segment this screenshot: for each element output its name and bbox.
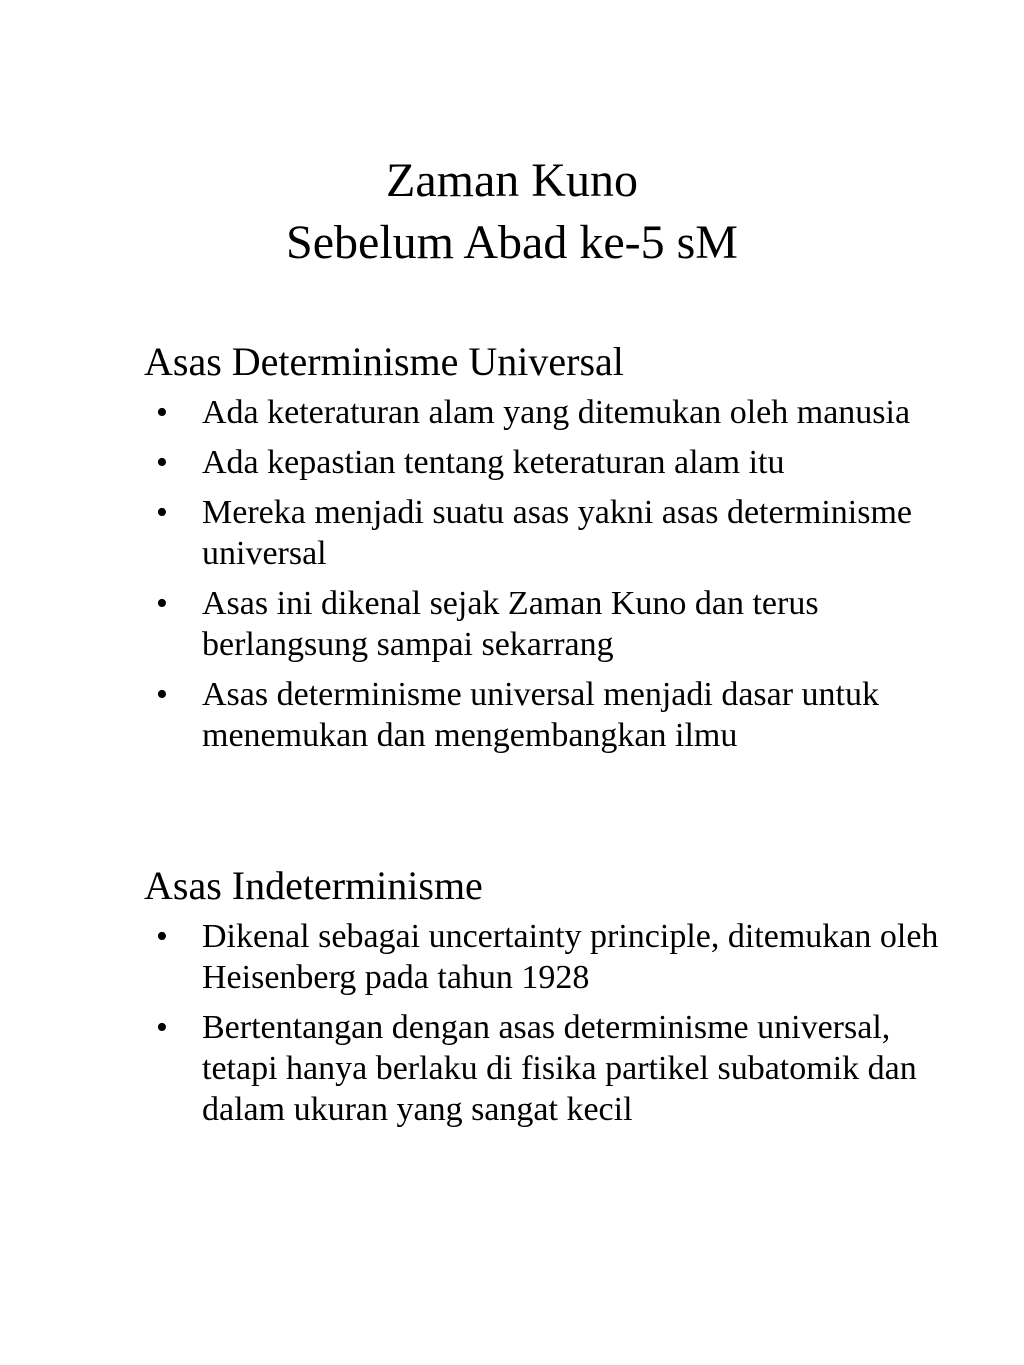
bullet-dot: • [156,585,168,622]
bullet-dot: • [156,394,168,431]
title-line-1: Zaman Kuno [386,154,638,207]
bullet-list [144,392,964,756]
bullet-dot: • [156,494,168,531]
section-heading: Asas Indeterminisme [144,863,483,908]
section-heading: Asas Determinisme Universal [144,339,624,384]
bullet-item [144,392,964,433]
bullet-item [144,442,964,483]
slide-title [0,150,1024,274]
bullet-text: Mereka menjadi suatu asas yakni asas determinisme universal [202,494,912,572]
bullet-text: Bertentangan dengan asas determinisme universal, tetapi hanya berlaku di fisika partikel subatomik dan dalam ukuran yang sangat kecil [202,1009,917,1128]
bullet-item [144,1007,964,1130]
title-line-2: Sebelum Abad ke-5 sM [286,216,738,269]
bullet-text: Asas ini dikenal sejak Zaman Kuno dan terus berlangsung sampai sekarrang [202,585,819,663]
bullet-item [144,916,964,998]
bullet-dot: • [156,918,168,955]
bullet-list [144,916,964,1130]
section-determinisme [144,336,964,765]
bullet-dot: • [156,676,168,713]
bullet-text: Ada keteraturan alam yang ditemukan oleh manusia [202,394,911,431]
bullet-text: Asas determinisme universal menjadi dasar untuk menemukan dan mengembangkan ilmu [202,676,879,754]
bullet-item [144,583,964,665]
bullet-text: Dikenal sebagai uncertainty principle, ditemukan oleh Heisenberg pada tahun 1928 [202,918,939,996]
bullet-item [144,492,964,574]
bullet-item [144,674,964,756]
section-indeterminisme [144,860,964,1139]
bullet-text: Ada kepastian tentang keteraturan alam itu [202,444,785,481]
bullet-dot: • [156,444,168,481]
bullet-dot: • [156,1009,168,1046]
